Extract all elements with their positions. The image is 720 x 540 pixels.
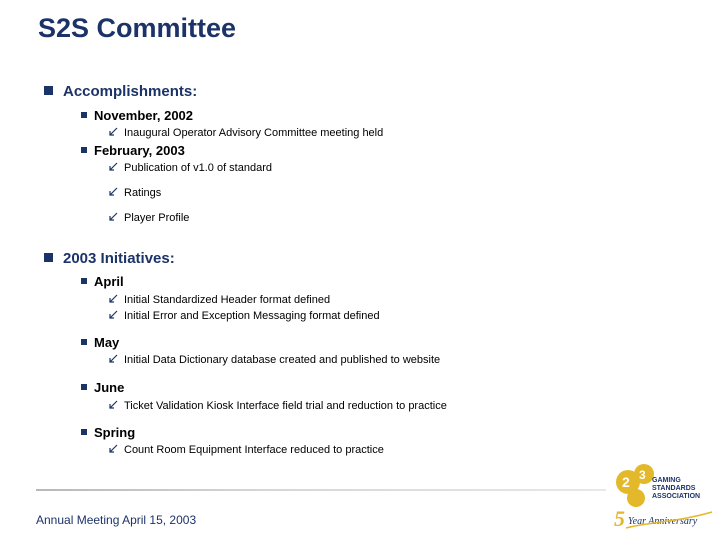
square-bullet-icon xyxy=(81,278,87,284)
arrow-bullet-icon xyxy=(108,187,118,197)
section-heading-accomplishments: Accomplishments: xyxy=(44,83,197,101)
list-item: Player Profile xyxy=(108,211,189,225)
list-item: Count Room Equipment Interface reduced to practice xyxy=(108,443,384,457)
arrow-bullet-icon xyxy=(108,310,118,320)
section-heading-2003-initiatives: 2003 Initiatives: xyxy=(44,250,175,268)
logo-year: 5 xyxy=(614,506,625,531)
svg-text:3: 3 xyxy=(639,468,646,482)
group-label-may: May xyxy=(81,335,119,351)
list-item: Initial Error and Exception Messaging format defined xyxy=(108,309,380,323)
slide-title: S2S Committee xyxy=(38,13,237,43)
list-item: Initial Data Dictionary database created and published to website xyxy=(108,353,440,367)
square-bullet-icon xyxy=(81,147,87,153)
square-bullet-icon xyxy=(81,384,87,390)
arrow-bullet-icon xyxy=(108,212,118,222)
group-label-spring: Spring xyxy=(81,425,135,441)
group-label-november-2002: November, 2002 xyxy=(81,108,193,124)
group-label-june: June xyxy=(81,380,124,396)
arrow-bullet-icon xyxy=(108,400,118,410)
svg-text:2: 2 xyxy=(622,474,630,490)
arrow-bullet-icon xyxy=(108,127,118,137)
square-bullet-icon xyxy=(81,429,87,435)
arrow-bullet-icon xyxy=(108,354,118,364)
footer-divider xyxy=(36,489,606,491)
square-bullet-icon xyxy=(81,339,87,345)
arrow-bullet-icon xyxy=(108,444,118,454)
square-bullet-icon xyxy=(44,253,53,262)
list-item: Ticket Validation Kiosk Interface field trial and reduction to practice xyxy=(108,399,447,413)
list-item: Inaugural Operator Advisory Committee meeting held xyxy=(108,126,383,140)
list-item: Publication of v1.0 of standard xyxy=(108,161,272,175)
group-label-april: April xyxy=(81,274,124,290)
square-bullet-icon xyxy=(44,86,53,95)
arrow-bullet-icon xyxy=(108,162,118,172)
list-item: Ratings xyxy=(108,186,161,200)
gaming-standards-association-logo xyxy=(608,452,716,532)
arrow-bullet-icon xyxy=(108,294,118,304)
square-bullet-icon xyxy=(81,112,87,118)
footer-text: Annual Meeting April 15, 2003 xyxy=(36,513,197,527)
list-item: Initial Standardized Header format defined xyxy=(108,293,330,307)
logo-line-2: STANDARDS xyxy=(652,485,696,492)
group-label-february-2003: February, 2003 xyxy=(81,143,185,159)
logo-line-3: ASSOCIATION xyxy=(652,493,701,500)
logo-anniversary: Year Anniversary xyxy=(628,516,698,527)
logo-line-1: GAMING xyxy=(652,477,681,484)
